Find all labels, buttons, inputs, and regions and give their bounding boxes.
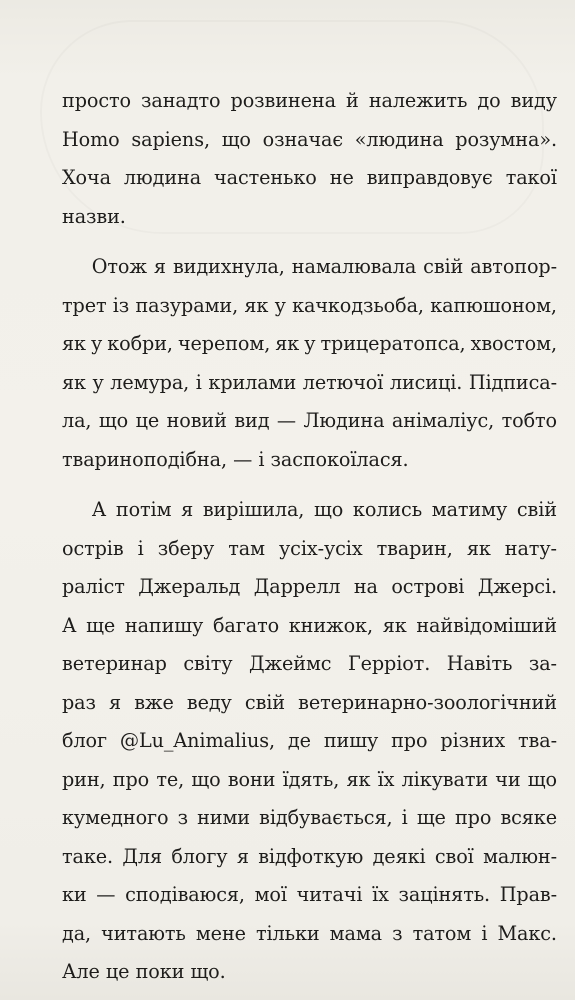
text-line: А потім я вирішила, що колись матиму свій xyxy=(91,498,557,521)
body-text xyxy=(62,82,557,992)
paragraph-1 xyxy=(62,82,557,236)
paragraph-2 xyxy=(62,248,557,479)
text-line: острів і зберу там усіх-усіх тварин, як нату- xyxy=(62,536,557,560)
text-line: Homo sapiens, що означає «людина розумна». xyxy=(62,127,557,151)
text-line: твариноподібна, — і заспокоїлася. xyxy=(62,447,409,471)
text-line: Отож я видихнула, намалювала свій автопор- xyxy=(91,255,557,278)
text-line: ветеринар світу Джеймс Герріот. Навіть за- xyxy=(62,652,557,675)
text-line: блог @Lu_Animalius, де пишу про різних тва- xyxy=(62,729,557,752)
text-line: як у лемура, і крилами летючої лисиці. Підписа- xyxy=(62,370,557,394)
text-line: рин, про те, що вони їдять, як їх лікувати чи що xyxy=(62,767,557,791)
text-line: трет із пазурами, як у качкодзьоба, капюшоном, xyxy=(62,293,557,317)
text-line: просто занадто розвинена й належить до виду xyxy=(62,89,557,112)
text-line: ки — сподіваюся, мої читачі їх зацінять. Прав- xyxy=(62,883,557,906)
text-line: таке. Для блогу я відфоткую деякі свої малюн- xyxy=(62,844,557,868)
text-line: назви. xyxy=(62,204,126,228)
paragraph-3 xyxy=(62,491,557,992)
text-line: як у кобри, черепом, як у трицератопса, хвостом, xyxy=(62,332,557,355)
text-line: раз я вже веду свій ветеринарно-зоологічний xyxy=(62,690,557,714)
text-line: ла, що це новий вид — Людина анімаліус, тобто xyxy=(62,409,557,432)
text-line: да, читають мене тільки мама з татом і Макс. xyxy=(62,921,557,945)
text-line: кумедного з ними відбувається, і ще про всяке xyxy=(62,806,557,829)
text-line: Хоча людина частенько не виправдовує такої xyxy=(62,166,557,189)
text-line: А ще напишу багато книжок, як найвідоміший xyxy=(62,613,557,637)
text-line: Але це поки що. xyxy=(62,960,226,983)
text-line: раліст Джеральд Даррелл на острові Джерсі. xyxy=(62,575,557,598)
